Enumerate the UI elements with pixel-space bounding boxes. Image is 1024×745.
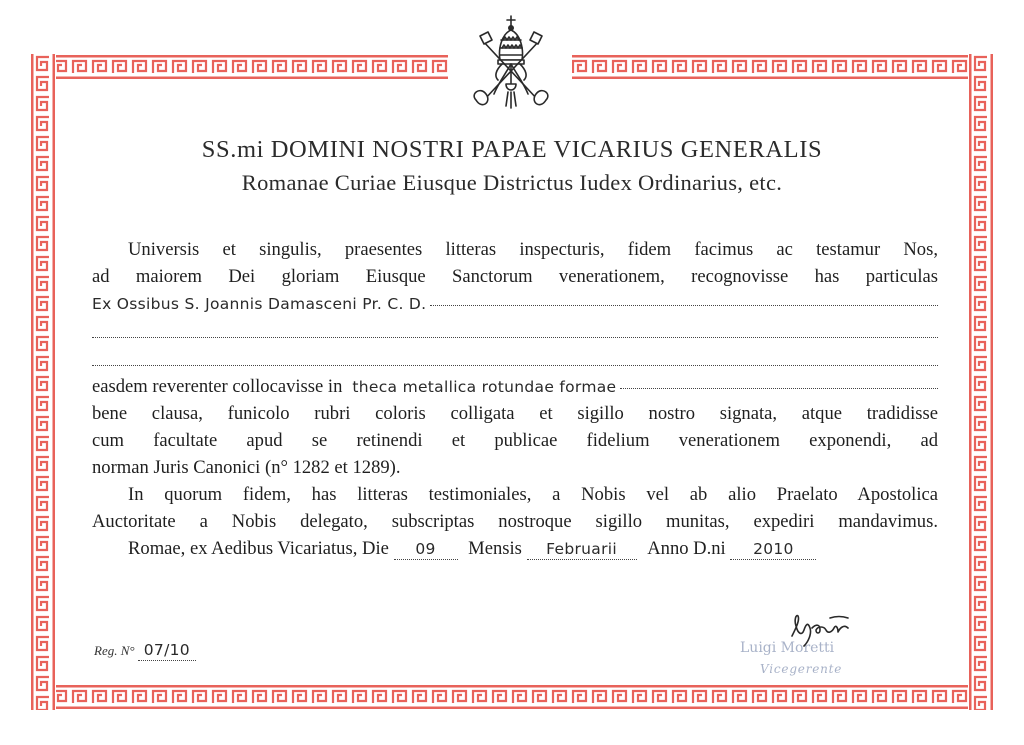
stamp-name: Luigi Moretti xyxy=(740,640,835,656)
container-description: theca metallica rotundae formae xyxy=(352,378,617,396)
month-label: Mensis xyxy=(468,538,522,559)
document-title: SS.mi DOMINI NOSTRI PAPAE VICARIUS GENERALIS xyxy=(201,136,823,163)
date-prefix: Romae, ex Aedibus Vicariatus, Die xyxy=(128,538,389,559)
paragraph-2-line-2: bene clausa, funicolo rubri coloris colligata et sigillo nostro signata, atque tradidisse xyxy=(92,403,938,424)
registration-number xyxy=(94,640,196,661)
date-month: Februarii xyxy=(527,539,637,560)
border-bottom xyxy=(30,684,994,710)
paragraph-2-line-4: norman Juris Canonici (n° 1282 et 1289). xyxy=(92,457,401,478)
document-subtitle: Romanae Curiae Eiusque Districtus Iudex Ordinarius, etc. xyxy=(241,170,783,195)
container-dotted-line xyxy=(620,373,938,389)
papal-crest-icon xyxy=(458,14,564,118)
date-year: 2010 xyxy=(730,539,816,560)
reg-label: Reg. N° xyxy=(94,643,135,658)
date-day: 09 xyxy=(394,539,458,560)
blank-dotted-line-1 xyxy=(92,317,938,338)
paragraph-1-line-2: ad maiorem Dei gloriam Eiusque Sanctorum venerationem, recognovisse has particulas xyxy=(92,266,938,287)
year-label: Anno D.ni xyxy=(647,538,726,559)
reg-number: 07/10 xyxy=(138,640,196,661)
paragraph-1-line-1: Universis et singulis, praesentes litteras inspecturis, fidem facimus ac testamur Nos, xyxy=(128,239,938,260)
relic-dotted-line xyxy=(430,290,938,306)
relic-field xyxy=(92,290,938,317)
relic-description: Ex Ossibus S. Joannis Damasceni Pr. C. D. xyxy=(92,295,427,313)
stamp-title: Vicegerente xyxy=(760,662,843,676)
certificate-body xyxy=(92,236,938,562)
paragraph-2-prefix: easdem reverenter collocavisse in xyxy=(92,376,343,397)
signature xyxy=(782,606,874,650)
paragraph-3-line-2: Auctoritate a Nobis delegato, subscriptas nostroque sigillo munitas, expediri mandavimus. xyxy=(92,511,938,532)
container-field xyxy=(92,373,938,400)
blank-dotted-line-2 xyxy=(92,345,938,366)
paragraph-3-line-1: In quorum fidem, has litteras testimoniales, a Nobis vel ab alio Praelato Apostolica xyxy=(128,484,938,505)
date-line xyxy=(92,535,938,562)
paragraph-2-line-3: cum facultate apud se retinendi et publicae fidelium venerationem exponendi, ad xyxy=(92,430,938,451)
